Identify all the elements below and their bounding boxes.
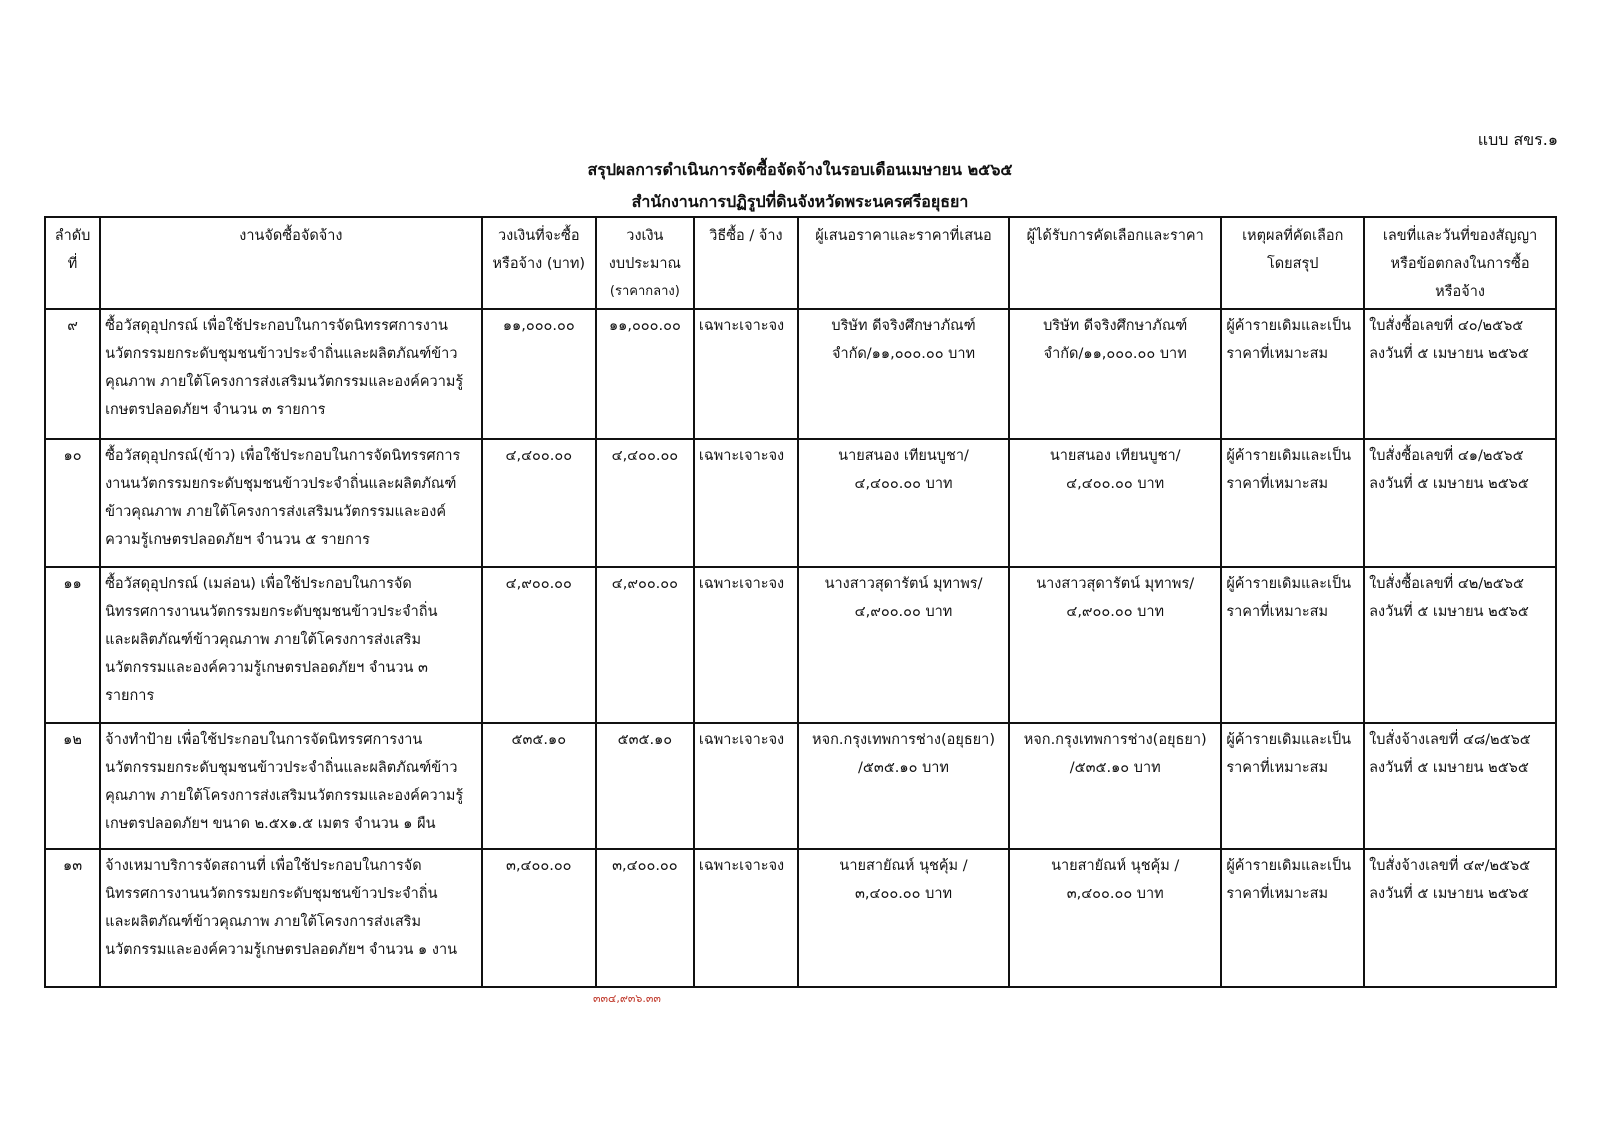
form-code: แบบ สขร.๑ bbox=[1477, 130, 1558, 149]
row-method: เฉพาะเจาะจง bbox=[694, 849, 798, 987]
header-median-price: วงเงิน งบประมาณ (ราคากลาง) bbox=[596, 217, 694, 309]
row-selected: นางสาวสุดารัตน์ มุทาพร/ ๔,๙๐๐.๐๐ บาท bbox=[1009, 567, 1221, 723]
row-no: ๑๓ bbox=[45, 849, 100, 987]
row-budget: ๕๓๕.๑๐ bbox=[482, 723, 596, 849]
table-row bbox=[45, 849, 1556, 987]
table-row bbox=[45, 309, 1556, 439]
row-work: ซื้อวัสดุอุปกรณ์(ข้าว) เพื่อใช้ประกอบในการจัดนิทรรศการ งานนวัตกรรมยกระดับชุมชนข้าวประจำถิ่นและผลิตภัณฑ์ ข้าวคุณภาพ ภายใต้โครงการส่งเสริมนวัตกรรมและองค์ ความรู้เกษตรปลอดภัยฯ จำนวน ๕ รายการ bbox=[100, 439, 482, 567]
row-contract: ใบสั่งจ้างเลขที่ ๔๙/๒๕๖๕ ลงวันที่ ๕ เมษายน ๒๕๖๕ bbox=[1364, 849, 1556, 987]
row-bidders: นางสาวสุดารัตน์ มุทาพร/ ๔,๙๐๐.๐๐ บาท bbox=[798, 567, 1009, 723]
row-budget: ๔,๙๐๐.๐๐ bbox=[482, 567, 596, 723]
row-method: เฉพาะเจาะจง bbox=[694, 567, 798, 723]
header-selected: ผู้ได้รับการคัดเลือกและราคา bbox=[1009, 217, 1221, 309]
header-budget: วงเงินที่จะซื้อ หรือจ้าง (บาท) bbox=[482, 217, 596, 309]
row-contract: ใบสั่งซื้อเลขที่ ๔๑/๒๕๖๕ ลงวันที่ ๕ เมษายน ๒๕๖๕ bbox=[1364, 439, 1556, 567]
report-title: สรุปผลการดำเนินการจัดซื้อจัดจ้างในรอบเดือนเมษายน ๒๕๖๕ bbox=[587, 160, 1013, 179]
footer-total-note: ๓๓๔,๙๓๖.๓๓ bbox=[593, 992, 661, 1005]
row-method: เฉพาะเจาะจง bbox=[694, 723, 798, 849]
header-contract: เลขที่และวันที่ของสัญญา หรือข้อตกลงในการซื้อ หรือจ้าง bbox=[1364, 217, 1556, 309]
table-row bbox=[45, 439, 1556, 567]
header-bidders: ผู้เสนอราคาและราคาที่เสนอ bbox=[798, 217, 1009, 309]
row-bidders: บริษัท ดีจริงศึกษาภัณฑ์ จำกัด/๑๑,๐๐๐.๐๐ บาท bbox=[798, 309, 1009, 439]
row-reason: ผู้ค้ารายเดิมและเป็น ราคาที่เหมาะสม bbox=[1221, 567, 1364, 723]
row-reason: ผู้ค้ารายเดิมและเป็น ราคาที่เหมาะสม bbox=[1221, 439, 1364, 567]
header-no: ลำดับ ที่ bbox=[45, 217, 100, 309]
row-reason: ผู้ค้ารายเดิมและเป็น ราคาที่เหมาะสม bbox=[1221, 309, 1364, 439]
agency-title: สำนักงานการปฏิรูปที่ดินจังหวัดพระนครศรีอยุธยา bbox=[631, 192, 969, 211]
row-work: ซื้อวัสดุอุปกรณ์ (เมล่อน) เพื่อใช้ประกอบในการจัด นิทรรศการงานนวัตกรรมยกระดับชุมชนข้าวประจำถิ่น และผลิตภัณฑ์ข้าวคุณภาพ ภายใต้โครงการส่งเสริม นวัตกรรมและองค์ความรู้เกษตรปลอดภัยฯ จำนวน ๓ รายการ bbox=[100, 567, 482, 723]
row-contract: ใบสั่งซื้อเลขที่ ๔๐/๒๕๖๕ ลงวันที่ ๕ เมษายน ๒๕๖๕ bbox=[1364, 309, 1556, 439]
row-budget: ๑๑,๐๐๐.๐๐ bbox=[482, 309, 596, 439]
row-contract: ใบสั่งซื้อเลขที่ ๔๒/๒๕๖๕ ลงวันที่ ๕ เมษายน ๒๕๖๕ bbox=[1364, 567, 1556, 723]
row-median: ๕๓๕.๑๐ bbox=[596, 723, 694, 849]
row-budget: ๔,๔๐๐.๐๐ bbox=[482, 439, 596, 567]
row-median: ๓,๔๐๐.๐๐ bbox=[596, 849, 694, 987]
table-header-row bbox=[45, 217, 1556, 309]
row-selected: หจก.กรุงเทพการช่าง(อยุธยา) /๕๓๕.๑๐ บาท bbox=[1009, 723, 1221, 849]
row-work: จ้างทำป้าย เพื่อใช้ประกอบในการจัดนิทรรศการงาน นวัตกรรมยกระดับชุมชนข้าวประจำถิ่นและผลิตภัณฑ์ข้าว คุณภาพ ภายใต้โครงการส่งเสริมนวัตกรรมและองค์ความรู้ เกษตรปลอดภัยฯ ขนาด ๒.๕x๑.๕ เมตร จำนวน ๑ ผืน bbox=[100, 723, 482, 849]
row-median: ๔,๔๐๐.๐๐ bbox=[596, 439, 694, 567]
row-work: จ้างเหมาบริการจัดสถานที่ เพื่อใช้ประกอบในการจัด นิทรรศการงานนวัตกรรมยกระดับชุมชนข้าวประจำถิ่น และผลิตภัณฑ์ข้าวคุณภาพ ภายใต้โครงการส่งเสริม นวัตกรรมและองค์ความรู้เกษตรปลอดภัยฯ จำนวน ๑ งาน bbox=[100, 849, 482, 987]
row-method: เฉพาะเจาะจง bbox=[694, 439, 798, 567]
row-selected: บริษัท ดีจริงศึกษาภัณฑ์ จำกัด/๑๑,๐๐๐.๐๐ บาท bbox=[1009, 309, 1221, 439]
row-no: ๑๐ bbox=[45, 439, 100, 567]
row-no: ๑๑ bbox=[45, 567, 100, 723]
row-work: ซื้อวัสดุอุปกรณ์ เพื่อใช้ประกอบในการจัดนิทรรศการงาน นวัตกรรมยกระดับชุมชนข้าวประจำถิ่นและผลิตภัณฑ์ข้าว คุณภาพ ภายใต้โครงการส่งเสริมนวัตกรรมและองค์ความรู้ เกษตรปลอดภัยฯ จำนวน ๓ รายการ bbox=[100, 309, 482, 439]
table-row bbox=[45, 567, 1556, 723]
row-budget: ๓,๔๐๐.๐๐ bbox=[482, 849, 596, 987]
row-contract: ใบสั่งจ้างเลขที่ ๔๘/๒๕๖๕ ลงวันที่ ๕ เมษายน ๒๕๖๕ bbox=[1364, 723, 1556, 849]
row-no: ๙ bbox=[45, 309, 100, 439]
row-selected: นายสนอง เทียนบูชา/ ๔,๔๐๐.๐๐ บาท bbox=[1009, 439, 1221, 567]
header-work: งานจัดซื้อจัดจ้าง bbox=[100, 217, 482, 309]
row-bidders: นายสนอง เทียนบูชา/ ๔,๔๐๐.๐๐ บาท bbox=[798, 439, 1009, 567]
row-method: เฉพาะเจาะจง bbox=[694, 309, 798, 439]
header-reason: เหตุผลที่คัดเลือก โดยสรุป bbox=[1221, 217, 1364, 309]
row-selected: นายสายัณห์ นุชคุ้ม / ๓,๔๐๐.๐๐ บาท bbox=[1009, 849, 1221, 987]
row-bidders: หจก.กรุงเทพการช่าง(อยุธยา) /๕๓๕.๑๐ บาท bbox=[798, 723, 1009, 849]
header-method: วิธีซื้อ / จ้าง bbox=[694, 217, 798, 309]
row-median: ๑๑,๐๐๐.๐๐ bbox=[596, 309, 694, 439]
row-median: ๔,๙๐๐.๐๐ bbox=[596, 567, 694, 723]
row-reason: ผู้ค้ารายเดิมและเป็น ราคาที่เหมาะสม bbox=[1221, 849, 1364, 987]
row-reason: ผู้ค้ารายเดิมและเป็น ราคาที่เหมาะสม bbox=[1221, 723, 1364, 849]
row-bidders: นายสายัณห์ นุชคุ้ม / ๓,๔๐๐.๐๐ บาท bbox=[798, 849, 1009, 987]
procurement-table bbox=[44, 216, 1557, 988]
row-no: ๑๒ bbox=[45, 723, 100, 849]
table-row bbox=[45, 723, 1556, 849]
